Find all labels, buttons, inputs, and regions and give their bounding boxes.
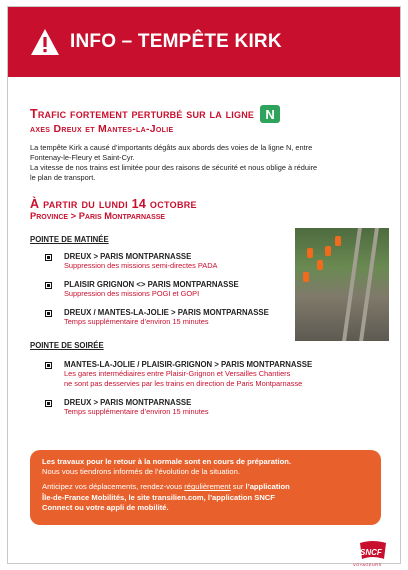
notice-line: Île-de-France Mobilités, le site transilien.com, l’application SNCF (42, 492, 275, 502)
list-item (45, 360, 400, 389)
worksite-photo (295, 228, 389, 341)
entry-detail: Temps supplémentaire d’environ 15 minutes (64, 407, 209, 416)
list-item (45, 398, 400, 417)
notice-line: Nous vous tiendrons informés de l’évolution de la situation. (42, 467, 240, 477)
evening-section (8, 341, 400, 417)
notice-line: Les travaux pour le retour à la normale sont en cours de préparation. (42, 457, 291, 466)
entry-detail: Temps supplémentaire d’environ 15 minutes (64, 317, 209, 326)
bullet-icon (45, 400, 52, 407)
notice-text: l’application (245, 482, 290, 492)
bullet-icon (45, 310, 52, 317)
banner-title: INFO – TEMPÊTE KIRK (70, 31, 282, 52)
notice-text: sur (230, 482, 246, 492)
intro-text (30, 143, 382, 183)
warning-icon (30, 28, 60, 56)
bullet-icon (45, 254, 52, 261)
entry-title: MANTES-LA-JOLIE / PLAISIR-GRIGNON > PARIS MONTPARNASSE (64, 360, 313, 369)
route-title: Province > Paris Montparnasse (30, 211, 166, 221)
headline-text: Trafic fortement perturbé sur la ligne (30, 107, 255, 121)
entry-detail: Suppression des missions POGI et GOPI (64, 289, 200, 298)
intro-line: La tempête Kirk a causé d’importants dégâts aux abords des voies de la ligne N, entre (30, 143, 313, 152)
intro-line: Fontenay-le-Fleury et Saint-Cyr. (30, 153, 135, 162)
logo-subtitle: VOYAGEURS (353, 562, 382, 567)
bullet-icon (45, 362, 52, 369)
info-poster (7, 6, 401, 567)
notice-box (30, 450, 381, 525)
morning-label: POINTE DE MATINÉE (30, 235, 109, 244)
notice-link: régulièrement (184, 482, 231, 492)
intro-line: le plan de transport. (30, 173, 96, 182)
bullet-icon (45, 282, 52, 289)
evening-label: POINTE DE SOIRÉE (30, 341, 104, 350)
entry-title: DREUX > PARIS MONTPARNASSE (64, 398, 192, 407)
headline (30, 105, 400, 123)
entry-title: DREUX > PARIS MONTPARNASSE (64, 252, 192, 261)
intro-line: La vitesse de nos trains est limitée pour des raisons de sécurité et nous oblige à réduire (30, 163, 318, 172)
logo-text: SNCF (360, 548, 382, 557)
alert-banner (8, 7, 400, 77)
entry-detail: Les gares intermédiaires entre Plaisir-Grignon et Versailles Chantiers (64, 369, 291, 378)
notice-text: Anticipez vos déplacements, rendez-vous (42, 482, 185, 492)
date-title: À partir du lundi 14 octobre (30, 197, 197, 211)
entry-title: DREUX / MANTES-LA-JOLIE > PARIS MONTPARNASSE (64, 308, 269, 317)
entry-detail: Suppression des missions semi-directes PADA (64, 261, 218, 270)
line-n-badge: N (260, 105, 280, 123)
notice-line: Connect ou votre appli de mobilité. (42, 502, 169, 512)
headline-subtitle: axes Dreux et Mantes-la-Jolie (30, 123, 174, 135)
entry-detail: ne sont pas desservies par les trains en direction de Paris Montparnasse (64, 379, 303, 388)
entry-title: PLAISIR GRIGNON <> PARIS MONTPARNASSE (64, 280, 239, 289)
